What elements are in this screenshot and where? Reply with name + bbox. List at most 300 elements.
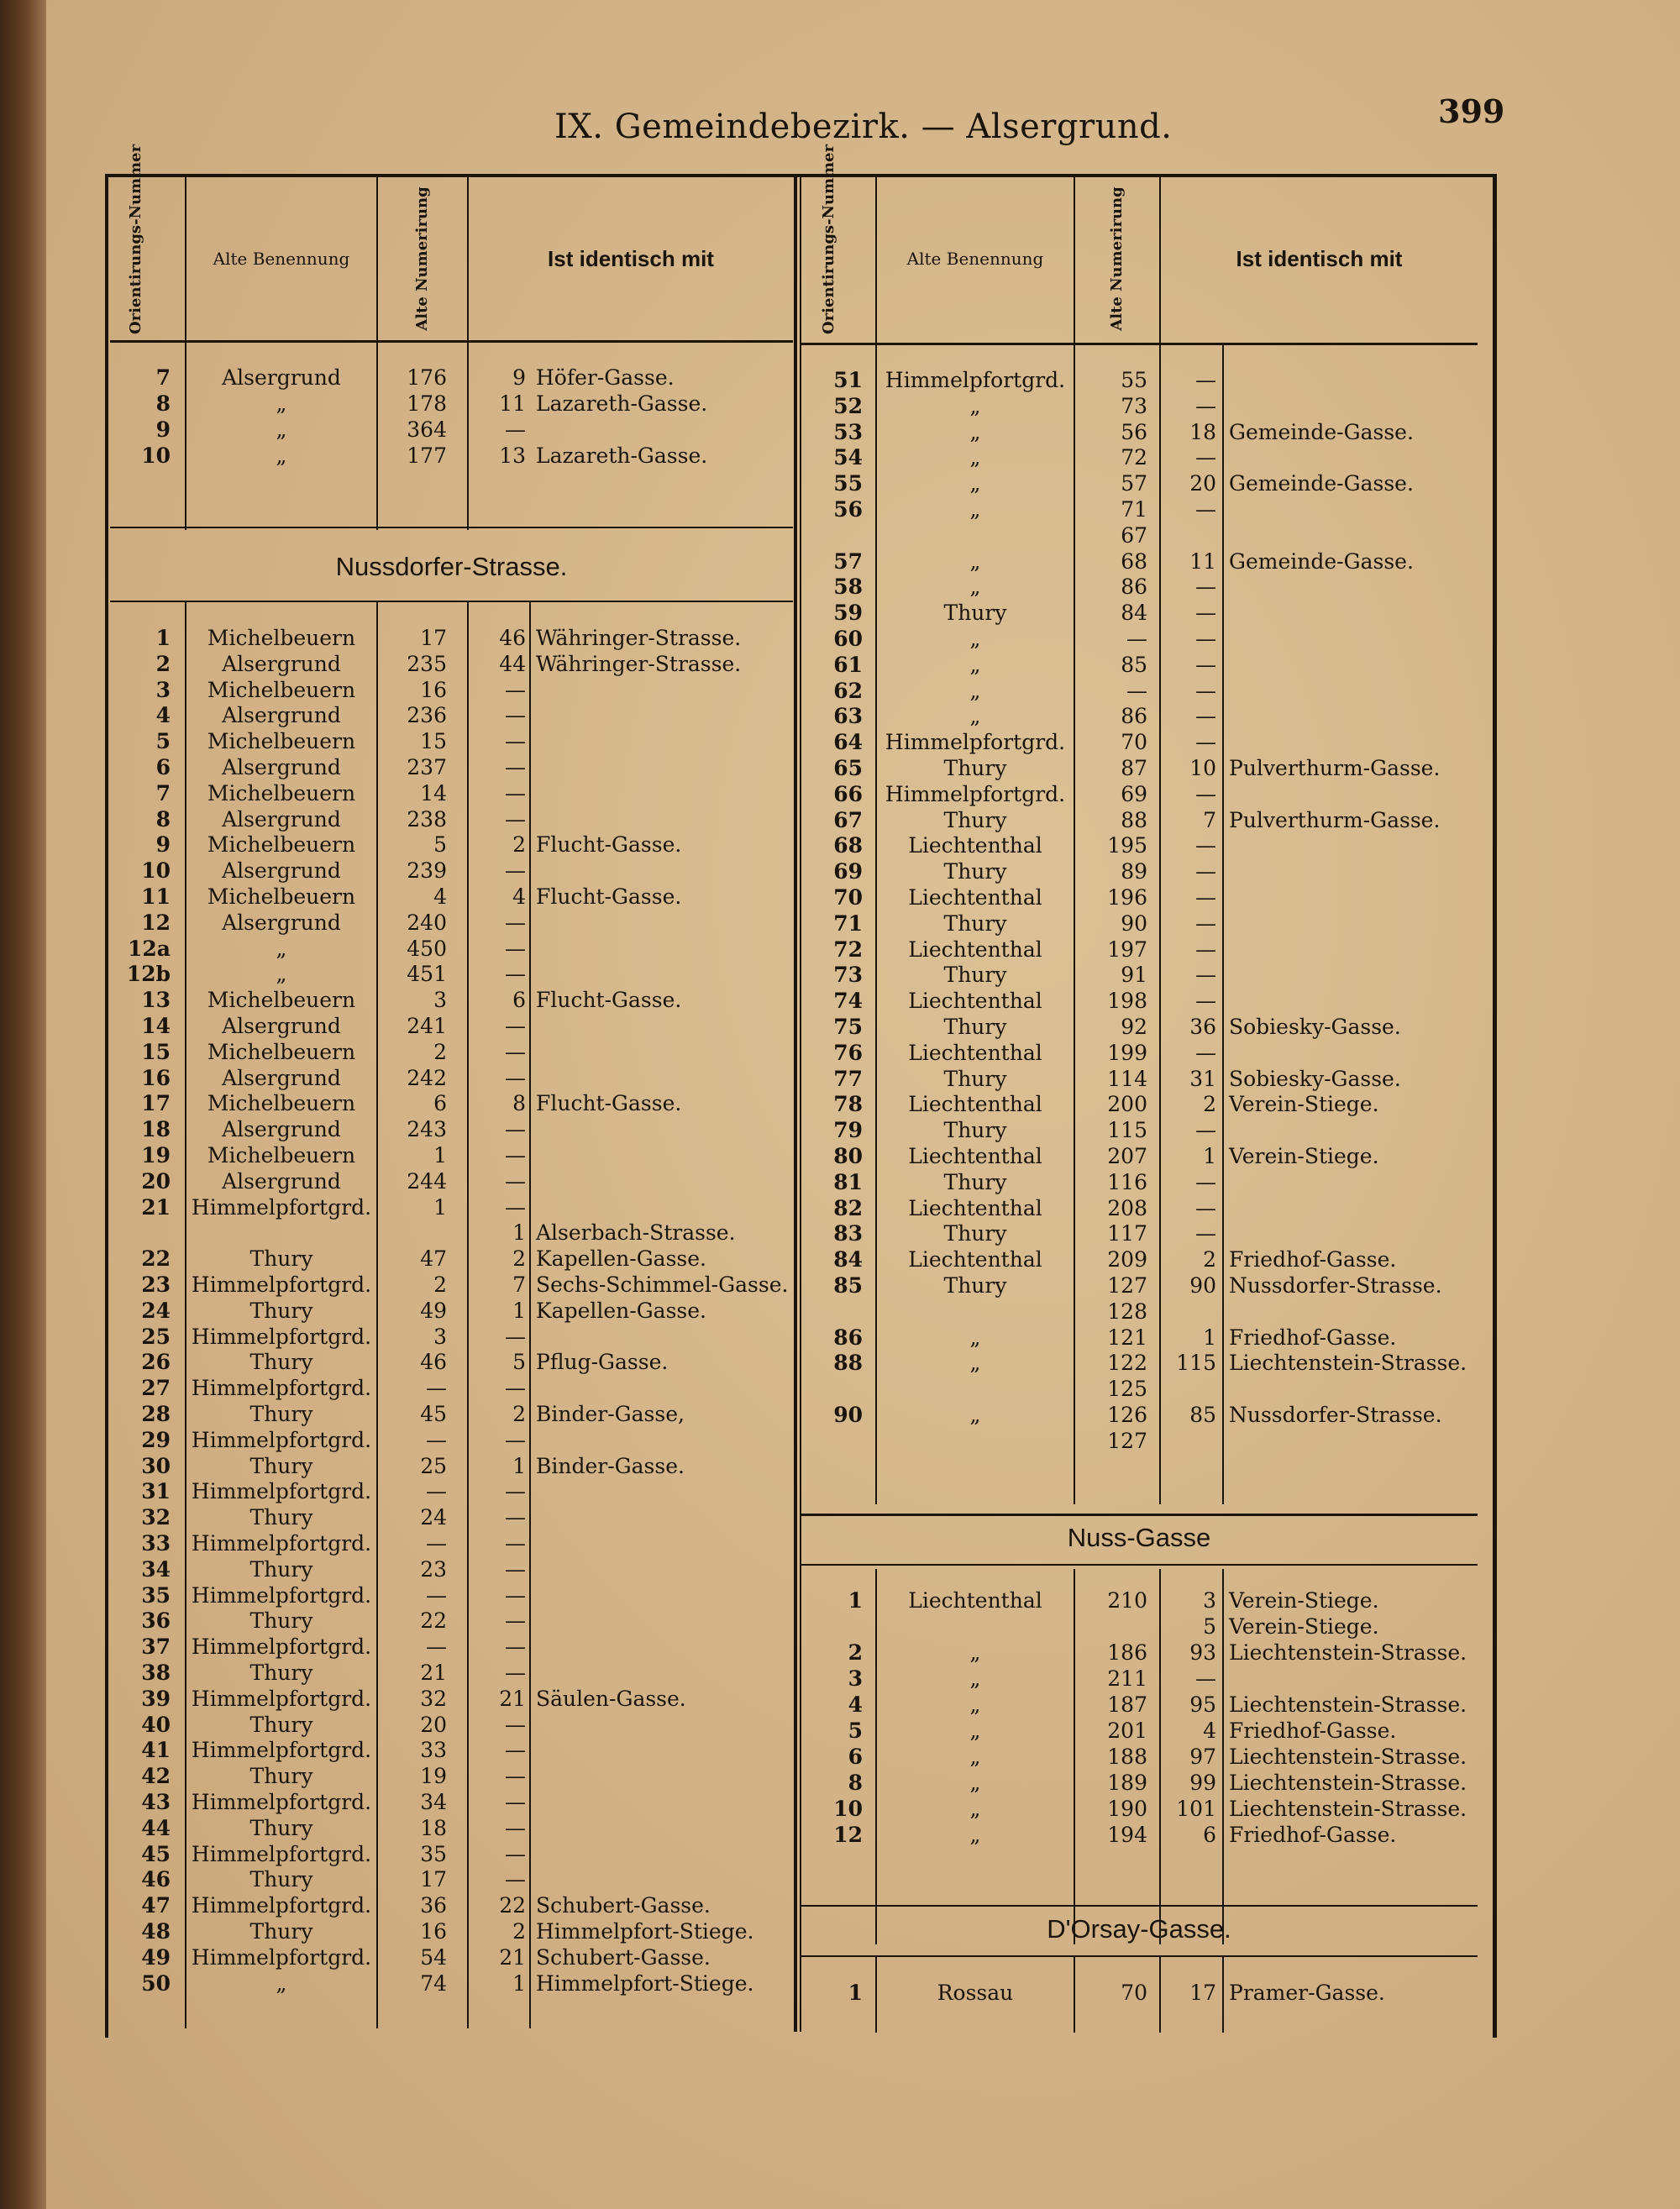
- cell-num: 242: [407, 1065, 447, 1090]
- cell-istr: Säulen-Gasse.: [536, 1686, 686, 1711]
- cell-num: 84: [1121, 601, 1147, 626]
- cell-istr: Liechtenstein-Strasse.: [1229, 1351, 1467, 1376]
- cell-alt: Michelbeuern: [207, 729, 356, 754]
- cell-alt: „: [969, 548, 981, 574]
- cell-num: 54: [420, 1944, 447, 1970]
- page-number: 399: [1438, 92, 1505, 130]
- cell-alt: Himmelpfortgrd.: [191, 1376, 372, 1401]
- cell-num: 1: [433, 1143, 447, 1167]
- cell-alt: Himmelpfortgrd.: [191, 1479, 372, 1504]
- cell-alt: „: [969, 1823, 981, 1847]
- cell-nr: 73: [833, 963, 863, 988]
- cell-inum: —: [505, 729, 526, 754]
- cell-nr: 38: [141, 1661, 171, 1685]
- cell-num: 24: [420, 1505, 447, 1530]
- cell-num: —: [1126, 627, 1147, 651]
- cell-inum: 18: [1189, 419, 1216, 444]
- cell-istr: Alserbach-Strasse.: [536, 1220, 736, 1246]
- cell-num: 210: [1107, 1588, 1147, 1613]
- cell-num: 194: [1107, 1823, 1147, 1847]
- cell-inum: —: [505, 1143, 526, 1167]
- cell-istr: Liechtenstein-Strasse.: [1229, 1745, 1467, 1769]
- cell-inum: 1: [512, 1453, 526, 1478]
- cell-alt: Alsergrund: [222, 858, 341, 884]
- col-altnum-right: Alte Numerirung: [1108, 186, 1126, 331]
- cell-alt: Himmelpfortgrd.: [191, 1531, 372, 1556]
- cell-num: 67: [1121, 522, 1147, 548]
- cell-nr: 81: [833, 1169, 863, 1194]
- cell-alt: Thury: [943, 1273, 1007, 1298]
- cell-num: 92: [1121, 1015, 1147, 1039]
- section-title-nuss-gasse: Nuss-Gasse: [1067, 1523, 1211, 1552]
- cell-istr: Währinger-Strasse.: [536, 651, 742, 676]
- header-rule-left: [110, 340, 793, 343]
- cell-istr: Kapellen-Gasse.: [536, 1246, 706, 1272]
- cell-inum: 85: [1189, 1403, 1216, 1427]
- cell-alt: „: [969, 419, 981, 444]
- cell-num: 21: [420, 1661, 447, 1685]
- cell-alt: Thury: [249, 1556, 313, 1582]
- cell-inum: —: [505, 1014, 526, 1038]
- cell-num: 88: [1121, 807, 1147, 832]
- cell-num: 18: [420, 1815, 447, 1840]
- cell-num: 451: [407, 962, 447, 987]
- cell-alt: Alsergrund: [222, 910, 341, 935]
- cell-inum: 9: [512, 365, 526, 390]
- cell-nr: 43: [141, 1790, 171, 1814]
- cell-nr: 61: [833, 652, 863, 677]
- cell-alt: Liechtenthal: [908, 833, 1042, 858]
- nuss-rule-1: [801, 1514, 1478, 1516]
- cell-inum: 97: [1189, 1745, 1216, 1769]
- cell-inum: —: [1195, 730, 1216, 755]
- cell-alt: Thury: [249, 1350, 313, 1375]
- cell-num: 35: [420, 1841, 447, 1866]
- cell-num: 244: [407, 1168, 447, 1194]
- cell-istr: Sechs-Schimmel-Gasse.: [536, 1272, 789, 1297]
- col-ident-right: Ist identisch mit: [1236, 246, 1403, 271]
- cell-alt: Thury: [249, 1919, 313, 1944]
- cell-inum: —: [505, 962, 526, 987]
- cell-inum: 31: [1189, 1066, 1216, 1091]
- cell-nr: 51: [833, 368, 863, 392]
- cell-num: 4: [433, 884, 447, 909]
- cell-istr: Friedhof-Gasse.: [1229, 1823, 1397, 1847]
- cell-istr: Nussdorfer-Strasse.: [1229, 1273, 1442, 1298]
- cell-num: 190: [1107, 1797, 1147, 1821]
- cell-nr: 74: [833, 989, 863, 1014]
- cell-num: 2: [433, 1272, 447, 1297]
- cell-nr: 21: [141, 1194, 171, 1220]
- section-title-dorsay: D'Orsay-Gasse.: [1047, 1914, 1231, 1944]
- left-div-2a: [376, 177, 378, 530]
- cell-alt: Liechtenthal: [908, 1092, 1042, 1117]
- cell-istr: Gemeinde-Gasse.: [1229, 419, 1414, 444]
- cell-inum: —: [1195, 1169, 1216, 1194]
- cell-inum: 10: [1189, 756, 1216, 780]
- cell-inum: —: [505, 1841, 526, 1866]
- cell-nr: 6: [155, 755, 171, 779]
- cell-num: —: [426, 1427, 447, 1452]
- cell-num: 186: [1107, 1640, 1147, 1665]
- cell-inum: —: [505, 806, 526, 832]
- cell-inum: —: [1195, 1040, 1216, 1065]
- cell-num: 74: [420, 1970, 447, 1996]
- cell-num: 188: [1107, 1745, 1147, 1769]
- cell-num: 243: [407, 1117, 447, 1142]
- cell-inum: 44: [499, 651, 526, 676]
- cell-alt: Liechtenthal: [908, 937, 1042, 962]
- cell-inum: —: [505, 703, 526, 728]
- cell-alt: Thury: [249, 1453, 313, 1478]
- cell-num: 70: [1121, 1981, 1147, 2005]
- page-title: IX. Gemeindebezirk. — Alsergrund.: [554, 108, 1173, 146]
- cell-inum: —: [505, 1194, 526, 1220]
- cell-nr: 7: [155, 780, 171, 805]
- cell-nr: 7: [155, 365, 171, 390]
- cell-nr: 15: [141, 1039, 171, 1064]
- cell-nr: 5: [848, 1718, 863, 1743]
- cell-inum: —: [505, 677, 526, 702]
- cell-alt: Thury: [943, 601, 1007, 626]
- cell-nr: 23: [141, 1272, 171, 1297]
- cell-nr: 24: [141, 1298, 171, 1323]
- cell-inum: —: [505, 1505, 526, 1530]
- cell-alt: „: [969, 678, 981, 703]
- cell-num: 90: [1121, 910, 1147, 936]
- cell-nr: 40: [141, 1712, 171, 1737]
- cell-num: —: [426, 1376, 447, 1401]
- cell-alt: Thury: [943, 1015, 1007, 1039]
- cell-nr: 26: [141, 1350, 171, 1375]
- cell-nr: 49: [141, 1944, 171, 1970]
- cell-inum: 1: [512, 1220, 526, 1246]
- cell-inum: 99: [1189, 1771, 1216, 1795]
- cell-inum: 101: [1176, 1797, 1216, 1821]
- cell-inum: —: [505, 1634, 526, 1660]
- cell-num: 450: [407, 936, 447, 961]
- cell-inum: —: [505, 1790, 526, 1814]
- cell-alt: Michelbeuern: [207, 1039, 356, 1064]
- cell-nr: 12b: [126, 962, 171, 987]
- cell-alt: Thury: [943, 756, 1007, 780]
- cell-nr: 70: [833, 885, 863, 910]
- cell-istr: Verein-Stiege.: [1229, 1614, 1379, 1639]
- cell-alt: Himmelpfortgrd.: [885, 781, 1066, 806]
- book-spine: [0, 0, 46, 2209]
- cell-nr: 4: [155, 703, 171, 728]
- cell-num: 46: [420, 1350, 447, 1375]
- cell-num: 71: [1121, 497, 1147, 522]
- cell-alt: „: [969, 1797, 981, 1821]
- cell-nr: 1: [155, 626, 171, 650]
- cell-alt: Michelbeuern: [207, 1091, 356, 1116]
- cell-alt: Thury: [249, 1661, 313, 1685]
- cell-num: 14: [420, 780, 447, 805]
- cell-alt: Michelbeuern: [207, 780, 356, 805]
- cell-inum: —: [1195, 497, 1216, 522]
- cell-nr: 41: [141, 1738, 171, 1763]
- cell-nr: 80: [833, 1144, 863, 1168]
- cell-nr: 32: [141, 1505, 171, 1530]
- cell-inum: —: [505, 936, 526, 961]
- cell-num: 91: [1121, 963, 1147, 988]
- cell-istr: Pramer-Gasse.: [1229, 1981, 1385, 2005]
- cell-num: 187: [1107, 1692, 1147, 1717]
- cell-istr: Verein-Stiege.: [1229, 1092, 1379, 1117]
- col-ident-left: Ist identisch mit: [548, 246, 714, 271]
- cell-alt: Thury: [249, 1867, 313, 1892]
- right-div-4a: [1222, 343, 1224, 1504]
- cell-alt: Himmelpfortgrd.: [191, 1194, 372, 1220]
- cell-nr: 85: [833, 1273, 863, 1298]
- cell-num: 115: [1107, 1118, 1147, 1143]
- cell-inum: —: [505, 1168, 526, 1194]
- cell-num: 55: [1121, 368, 1147, 392]
- cell-alt: Liechtenthal: [908, 1195, 1042, 1220]
- cell-inum: 13: [499, 443, 526, 468]
- cell-inum: 7: [1203, 807, 1216, 832]
- cell-num: —: [1126, 678, 1147, 703]
- cell-num: 238: [407, 806, 447, 832]
- cell-alt: Alsergrund: [222, 651, 341, 676]
- cell-inum: 2: [1203, 1247, 1216, 1272]
- cell-alt: Thury: [943, 1066, 1007, 1091]
- cell-num: 237: [407, 755, 447, 779]
- cell-inum: —: [505, 858, 526, 884]
- cell-istr: Sobiesky-Gasse.: [1229, 1015, 1401, 1039]
- cell-num: 197: [1107, 937, 1147, 962]
- cell-inum: —: [1195, 885, 1216, 910]
- cell-num: 17: [420, 626, 447, 650]
- cell-istr: Pulverthurm-Gasse.: [1229, 756, 1441, 780]
- cell-inum: 115: [1176, 1351, 1216, 1376]
- cell-alt: Alsergrund: [222, 806, 341, 832]
- cell-inum: —: [1195, 704, 1216, 729]
- cell-inum: —: [505, 1427, 526, 1452]
- left-div-1a: [185, 177, 186, 530]
- cell-nr: 82: [833, 1195, 863, 1220]
- cell-alt: Liechtenthal: [908, 989, 1042, 1014]
- cell-inum: —: [1195, 575, 1216, 600]
- cell-nr: 86: [833, 1325, 863, 1350]
- cell-alt: „: [969, 1666, 981, 1691]
- cell-alt: Himmelpfortgrd.: [191, 1582, 372, 1608]
- cell-alt: Thury: [249, 1298, 313, 1323]
- cell-nr: 17: [141, 1091, 171, 1116]
- cell-inum: 4: [1203, 1718, 1216, 1743]
- cell-istr: Währinger-Strasse.: [536, 626, 742, 650]
- cell-inum: —: [505, 1582, 526, 1608]
- header-rule-right: [801, 343, 1478, 345]
- cell-num: 240: [407, 910, 447, 935]
- cell-nr: 52: [833, 393, 863, 418]
- cell-num: 121: [1107, 1325, 1147, 1350]
- cell-istr: Pulverthurm-Gasse.: [1229, 807, 1441, 832]
- cell-num: 89: [1121, 859, 1147, 884]
- cell-inum: 11: [1189, 548, 1216, 574]
- cell-alt: „: [969, 652, 981, 677]
- cell-alt: „: [276, 391, 287, 416]
- cell-alt: Thury: [943, 807, 1007, 832]
- cell-inum: 4: [512, 884, 526, 909]
- cell-istr: Pflug-Gasse.: [536, 1350, 669, 1375]
- cell-alt: „: [276, 443, 287, 468]
- cell-istr: Flucht-Gasse.: [536, 832, 682, 858]
- cell-nr: 71: [833, 910, 863, 936]
- cell-num: 116: [1107, 1169, 1147, 1194]
- cell-inum: —: [505, 1608, 526, 1634]
- cell-nr: 76: [833, 1040, 863, 1065]
- cell-istr: Kapellen-Gasse.: [536, 1298, 706, 1323]
- cell-alt: „: [969, 1640, 981, 1665]
- cell-inum: —: [505, 1479, 526, 1504]
- cell-nr: 29: [141, 1427, 171, 1452]
- cell-nr: 66: [833, 781, 863, 806]
- cell-num: 70: [1121, 730, 1147, 755]
- cell-num: 176: [407, 365, 447, 390]
- cell-istr: Binder-Gasse,: [536, 1402, 685, 1426]
- cell-alt: Alsergrund: [222, 365, 341, 390]
- cell-nr: 63: [833, 704, 863, 729]
- cell-num: 209: [1107, 1247, 1147, 1272]
- cell-inum: 7: [512, 1272, 526, 1297]
- cell-inum: —: [1195, 963, 1216, 988]
- cell-nr: 1: [848, 1981, 863, 2005]
- cell-istr: Liechtenstein-Strasse.: [1229, 1797, 1467, 1821]
- cell-num: 49: [420, 1298, 447, 1323]
- cell-num: 178: [407, 391, 447, 416]
- cell-num: 199: [1107, 1040, 1147, 1065]
- cell-num: 15: [420, 729, 447, 754]
- cell-istr: Schubert-Gasse.: [536, 1893, 711, 1918]
- cell-num: —: [426, 1531, 447, 1556]
- cell-alt: Himmelpfortgrd.: [191, 1944, 372, 1970]
- cell-nr: 57: [833, 548, 863, 574]
- cell-inum: 1: [512, 1298, 526, 1323]
- cell-nr: 90: [833, 1403, 863, 1427]
- cell-alt: Rossau: [937, 1981, 1014, 2005]
- cell-num: 208: [1107, 1195, 1147, 1220]
- cell-num: 195: [1107, 833, 1147, 858]
- cell-inum: 5: [1203, 1614, 1216, 1639]
- cell-istr: Flucht-Gasse.: [536, 884, 682, 909]
- cell-nr: 53: [833, 419, 863, 444]
- col-alt-right: Alte Benennung: [906, 249, 1044, 269]
- cell-inum: —: [505, 1039, 526, 1064]
- cell-alt: Thury: [249, 1246, 313, 1272]
- cell-num: 73: [1121, 393, 1147, 418]
- cell-inum: —: [505, 1117, 526, 1142]
- cell-nr: 55: [833, 471, 863, 496]
- cell-inum: —: [505, 1712, 526, 1737]
- cell-num: 117: [1107, 1221, 1147, 1246]
- cell-istr: Liechtenstein-Strasse.: [1229, 1771, 1467, 1795]
- cell-inum: 90: [1189, 1273, 1216, 1298]
- cell-nr: 39: [141, 1686, 171, 1711]
- cell-num: 20: [420, 1712, 447, 1737]
- cell-num: 87: [1121, 756, 1147, 780]
- cell-nr: 75: [833, 1015, 863, 1039]
- cell-num: 68: [1121, 548, 1147, 574]
- cell-alt: Liechtenthal: [908, 1144, 1042, 1168]
- cell-nr: 3: [155, 677, 171, 702]
- cell-inum: 93: [1189, 1640, 1216, 1665]
- cell-num: 201: [1107, 1718, 1147, 1743]
- cell-inum: —: [505, 1376, 526, 1401]
- cell-nr: 56: [833, 497, 863, 522]
- cell-num: 235: [407, 651, 447, 676]
- cell-num: 16: [420, 677, 447, 702]
- cell-nr: 19: [141, 1143, 171, 1167]
- cell-inum: —: [505, 1764, 526, 1789]
- cell-inum: —: [505, 1531, 526, 1556]
- cell-nr: 31: [141, 1479, 171, 1504]
- cell-alt: „: [969, 393, 981, 418]
- cell-num: 207: [1107, 1144, 1147, 1168]
- cell-num: 32: [420, 1686, 447, 1711]
- cell-inum: 1: [1203, 1325, 1216, 1350]
- cell-num: 85: [1121, 652, 1147, 677]
- cell-num: —: [426, 1479, 447, 1504]
- cell-num: 200: [1107, 1092, 1147, 1117]
- cell-inum: 36: [1189, 1015, 1216, 1039]
- cell-inum: 1: [512, 1970, 526, 1996]
- cell-num: 56: [1121, 419, 1147, 444]
- cell-nr: 64: [833, 730, 863, 755]
- cell-nr: 2: [848, 1640, 863, 1665]
- cell-nr: 68: [833, 833, 863, 858]
- cell-inum: 2: [512, 832, 526, 858]
- cell-inum: —: [1195, 937, 1216, 962]
- cell-nr: 22: [141, 1246, 171, 1272]
- cell-num: 33: [420, 1738, 447, 1763]
- right-div-4c: [1222, 1957, 1224, 2033]
- cell-alt: „: [276, 417, 287, 442]
- cell-alt: Alsergrund: [222, 1117, 341, 1142]
- cell-inum: —: [1195, 627, 1216, 651]
- cell-inum: 95: [1189, 1692, 1216, 1717]
- cell-alt: Thury: [943, 910, 1007, 936]
- cell-num: 3: [433, 1324, 447, 1349]
- cell-inum: —: [1195, 1118, 1216, 1143]
- cell-nr: 45: [141, 1841, 171, 1866]
- cell-alt: Michelbeuern: [207, 1143, 356, 1167]
- section-title-nussdorfer: Nussdorfer-Strasse.: [335, 552, 568, 581]
- cell-num: —: [426, 1582, 447, 1608]
- left-div-4: [529, 601, 531, 2028]
- cell-inum: 17: [1189, 1981, 1216, 2005]
- col-orient-nr-left: Orientirungs-Nummer: [127, 144, 144, 334]
- cell-nr: 67: [833, 807, 863, 832]
- cell-nr: 12: [833, 1823, 863, 1847]
- cell-num: 5: [433, 832, 447, 858]
- cell-nr: 27: [141, 1376, 171, 1401]
- cell-nr: 9: [155, 417, 171, 442]
- cell-istr: Schubert-Gasse.: [536, 1944, 711, 1970]
- cell-istr: Gemeinde-Gasse.: [1229, 548, 1414, 574]
- cell-nr: 10: [141, 443, 171, 468]
- cell-istr: Sobiesky-Gasse.: [1229, 1066, 1401, 1091]
- cell-nr: 9: [155, 832, 171, 858]
- cell-istr: Flucht-Gasse.: [536, 1091, 682, 1116]
- cell-nr: 77: [833, 1066, 863, 1091]
- cell-inum: —: [1195, 859, 1216, 884]
- cell-num: 36: [420, 1893, 447, 1918]
- cell-inum: 6: [1203, 1823, 1216, 1847]
- cell-istr: Verein-Stiege.: [1229, 1144, 1379, 1168]
- cell-nr: 10: [833, 1797, 863, 1821]
